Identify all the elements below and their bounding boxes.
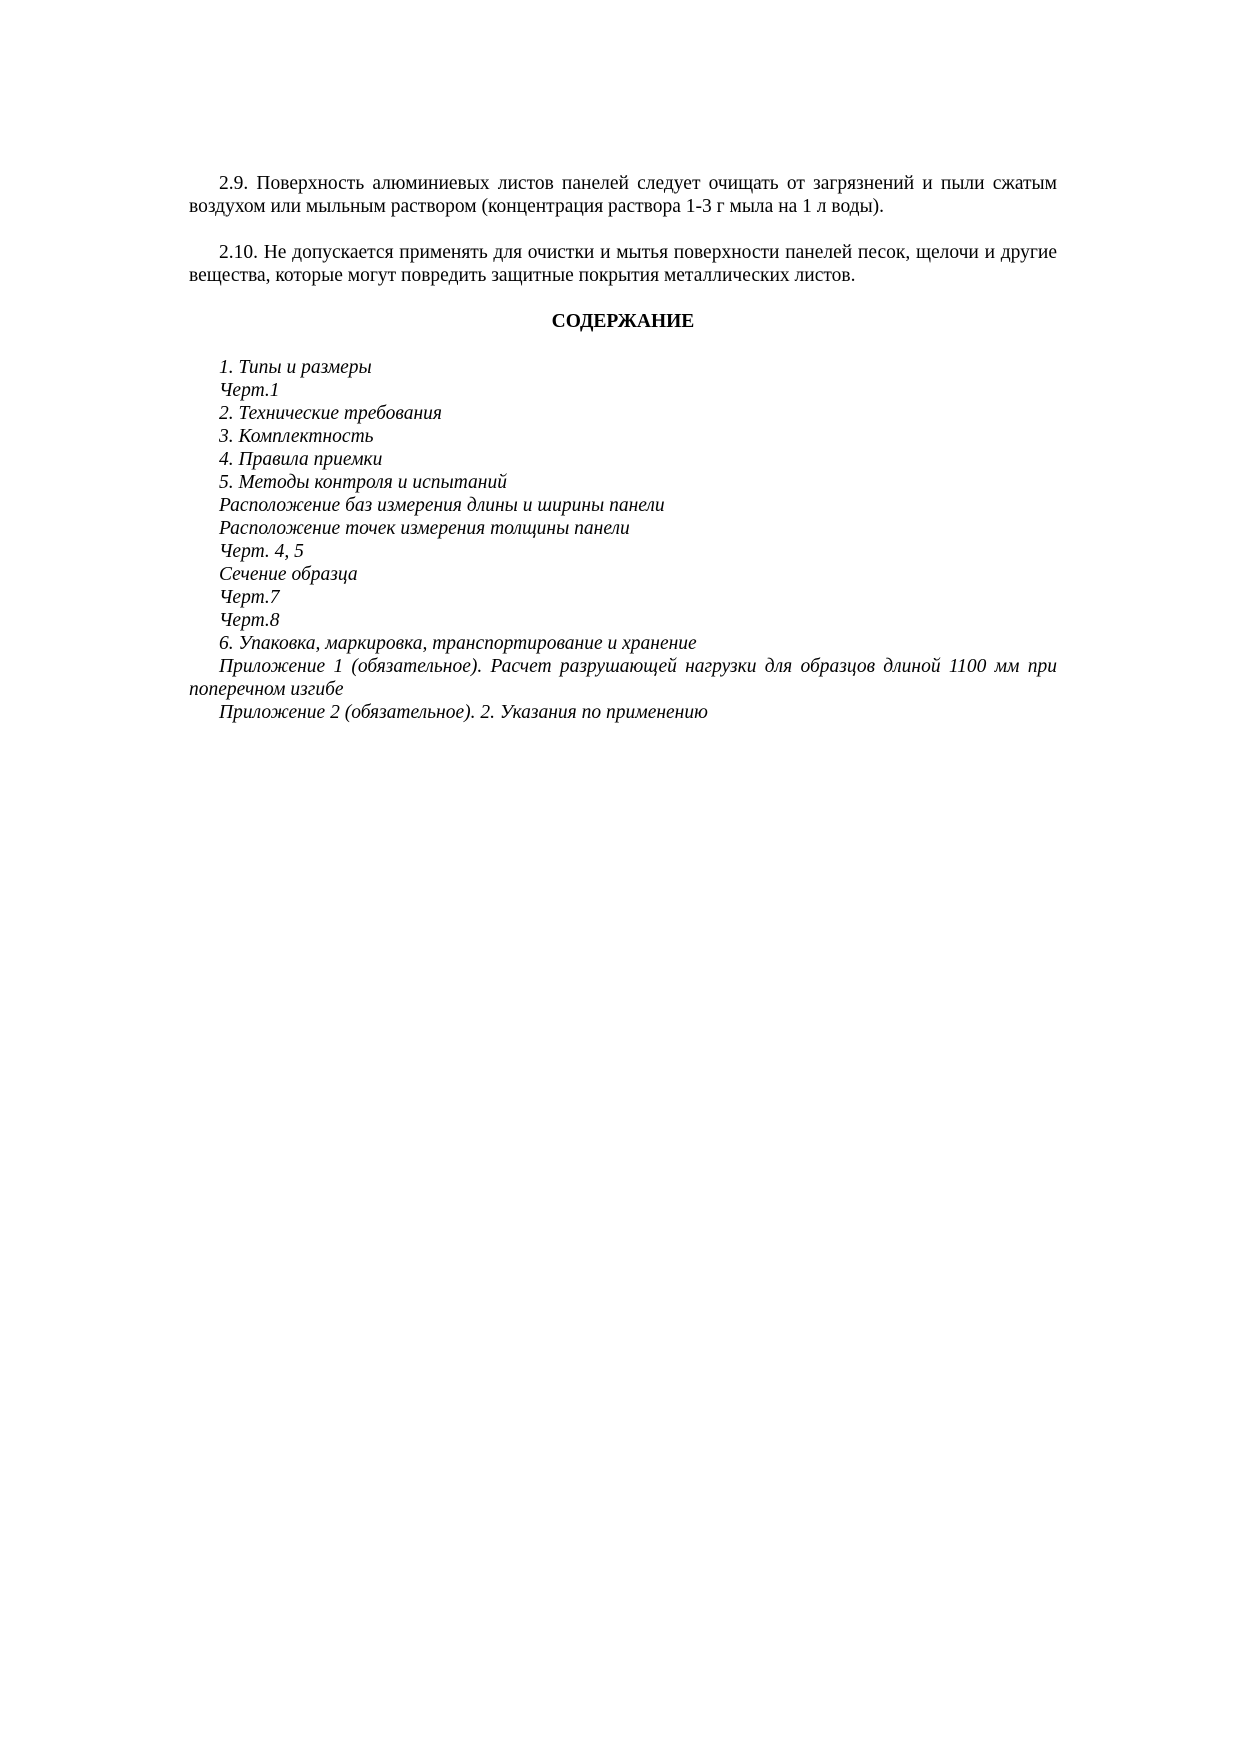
toc-item: 2. Технические требования xyxy=(219,403,442,424)
toc-item: 1. Типы и размеры xyxy=(219,357,372,378)
toc-item: Черт.1 xyxy=(219,380,280,401)
paragraph-2-9: 2.9. Поверхность алюминиевых листов панелей следует очищать от загрязнений и пыли сжатым воздухом или мыльным раствором (концентрация раствора 1-3 г мыла на 1 л воды). xyxy=(189,173,1057,217)
toc-list xyxy=(189,356,1057,724)
toc-item: 3. Комплектность xyxy=(219,426,374,447)
document-page xyxy=(189,172,1057,724)
toc-item: Расположение баз измерения длины и ширины панели xyxy=(219,495,665,516)
toc-item: Приложение 2 (обязательное). 2. Указания по применению xyxy=(219,702,708,723)
paragraph-2-10: 2.10. Не допускается применять для очистки и мытья поверхности панелей песок, щелочи и другие вещества, которые могут повредить защитные покрытия металлических листов. xyxy=(189,242,1057,286)
toc-item: Черт.8 xyxy=(219,610,280,631)
toc-item: Сечение образца xyxy=(219,564,358,585)
toc-item: 5. Методы контроля и испытаний xyxy=(219,472,507,493)
toc-item: Расположение точек измерения толщины панели xyxy=(219,518,630,539)
toc-item: 6. Упаковка, маркировка, транспортирование и хранение xyxy=(219,633,697,654)
toc-item: 4. Правила приемки xyxy=(219,449,383,470)
toc-title: СОДЕРЖАНИЕ xyxy=(551,311,695,332)
toc-item: Черт.7 xyxy=(219,587,280,608)
toc-item: Черт. 4, 5 xyxy=(219,541,304,562)
toc-item: Приложение 1 (обязательное). Расчет разрушающей нагрузки для образцов длиной 1100 мм при поперечном изгибе xyxy=(189,656,1057,700)
